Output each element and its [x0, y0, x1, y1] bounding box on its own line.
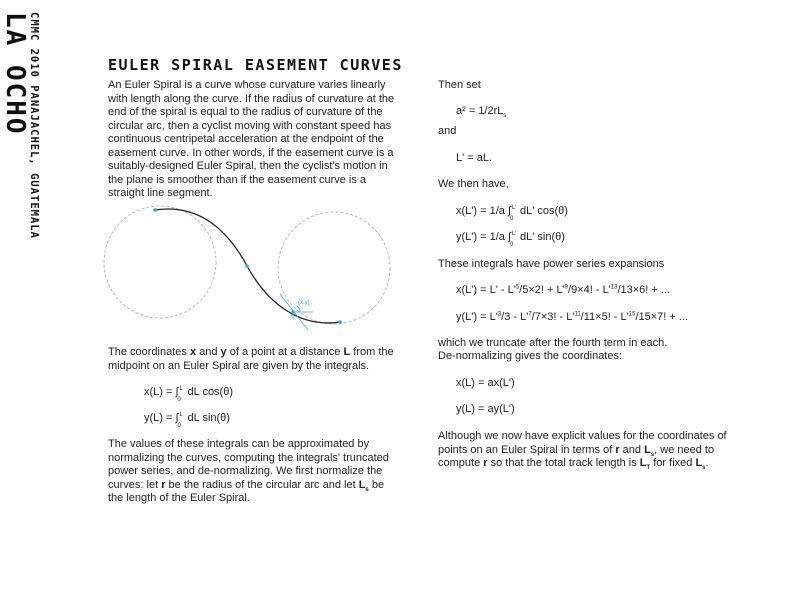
- approx-paragraph: The values of these integrals can be approximated by normalizing the curves, computing the integrals' truncated power series, and de-normalizing. We first normalize the curves: let r be the radius of the circular arc and let $L_s$ be the length of the Euler Spiral.: [108, 438, 389, 504]
- we-then-text: We then have,: [438, 178, 509, 190]
- equation-a: $a^2 = 1/2rL_s$: [456, 105, 507, 120]
- right-circle: [278, 212, 390, 324]
- equation-x-prime-integral: x(L') = 1/a ∫ L' 0 dL' cos(θ): [456, 205, 568, 223]
- sidebar-title: LA OCHO: [0, 12, 30, 136]
- sidebar: [0, 0, 48, 600]
- truncate-text: which we truncate after the fourth term in each.: [438, 337, 668, 349]
- coords-paragraph: The coordinates x and y of a point at a distance L from the midpoint on an Euler Spiral are given by the integrals.: [108, 346, 394, 372]
- start-point: [153, 208, 157, 212]
- denormalize-text: De-normalizing gives the coordinates:: [438, 350, 623, 362]
- power-series-text: These integrals have power series expansions: [438, 258, 665, 270]
- equation-y-prime-integral: y(L') = 1/a ∫ L' 0 dL' sin(θ): [456, 231, 565, 249]
- series-y: $y(L') = L'^3/3 - L'^7/7\times 3$! - $L'^{11}/11\times 5$! - $L'^{15}/15\times 7$! + ...: [456, 311, 689, 323]
- sidebar-subtitle: CMMC 2010 PANAJACHEL, GUATEMALA: [28, 12, 40, 239]
- and-text: and: [438, 125, 457, 137]
- page-title: EULER SPIRAL EASEMENT CURVES: [108, 56, 403, 74]
- end-point: [338, 320, 342, 324]
- euler-spiral-figure: [100, 200, 400, 335]
- equation-ay: y(L) = ay(L'): [456, 403, 515, 415]
- equation-L-prime: L' = aL.: [456, 152, 493, 164]
- series-x: $x(L') = L' - L'^5/5\times 2$! + $L'^9/9\times 4$! - $L'^{13}/13\times 6$! + ...: [456, 284, 671, 296]
- final-paragraph: Although we now have explicit values for the coordinates of points on an Euler Spiral in terms of r and $L_s$, we need to compute r so that the total track length is $L_T$ for fixed $L_s$.: [438, 430, 727, 472]
- left-circle: [104, 206, 216, 318]
- point-label: (x,y): [298, 300, 310, 306]
- mid-point: [245, 264, 249, 268]
- angle-label: θ: [291, 314, 295, 320]
- equation-ax: x(L) = ax(L'): [456, 377, 515, 389]
- intro-paragraph: An Euler Spiral is a curve whose curvature varies linearly with length along the curve. If the radius of curvature at the end of the spiral is equal to the radius of curvature of the circular arc, then a cyclist moving with constant speed has continuous centripetal acceleration at the endpoint of the easement curve. In other words, if the easement curve is a suitably-designed Euler Spiral, then the cyclist's motion in the plane is smoother than if the easement curve is a straight line segment.: [108, 79, 395, 199]
- equation-y-integral: y(L) = ∫ L 0 dL sin(θ): [144, 412, 230, 430]
- then-set-text: Then set: [438, 79, 481, 91]
- equation-x-integral: x(L) = ∫ L 0 dL cos(θ): [144, 386, 234, 404]
